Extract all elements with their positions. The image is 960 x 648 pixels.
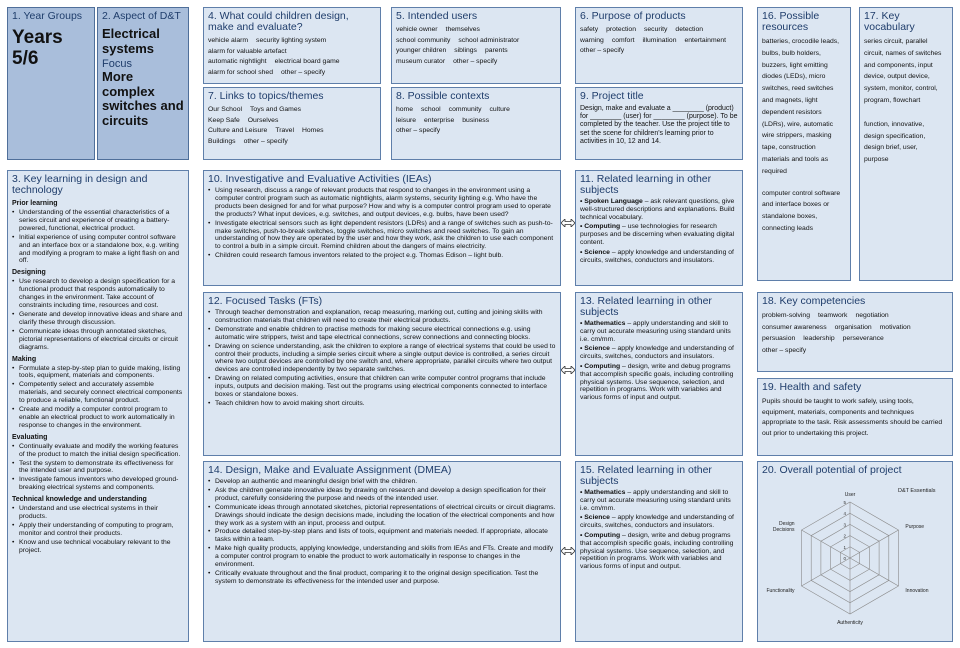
- bullet-item: • Initial experience of using computer control software and an interface box or a standalone box, e.g. writing and modifying a program to make a light flash on and off.: [12, 234, 184, 266]
- word-item: automatic nightlight: [208, 58, 267, 65]
- section-heading: Designing: [12, 269, 46, 277]
- word-item: vehicle alarm: [208, 37, 249, 44]
- word-item: younger children: [396, 47, 447, 54]
- word-item: themselves: [445, 26, 480, 33]
- text-line: purpose: [864, 156, 889, 164]
- word-row: [762, 345, 948, 357]
- related-item: [580, 223, 738, 246]
- text-line: required: [762, 167, 787, 175]
- bullet-item: • Drawing on science understanding, ask the children to explore a range of electrical systems that could be used to control their products, including a simple series circuit where a single output device is controlled, a series circuit where two output devices are controlled by one switch and, where appropriate, parallel circuits where two output devices are controlled independently by two separate switches.: [208, 343, 556, 375]
- bullet-item: • Create and modify a computer control program to enable an electrical product to work automatically in response to changes in the environment.: [12, 406, 184, 430]
- word-row: [208, 57, 376, 68]
- word-item: protection: [606, 26, 636, 33]
- aspect-title: 2. Aspect of D&T: [102, 10, 181, 22]
- radar-tick-label: 1: [843, 544, 846, 550]
- related-11-list: [576, 197, 742, 267]
- word-item: other – specify: [396, 127, 441, 134]
- word-item: teamwork: [817, 312, 848, 319]
- word-item: comfort: [611, 36, 635, 44]
- focus-value: More complex switches and circuits: [102, 69, 184, 128]
- topics-list: [204, 103, 380, 149]
- text-line: buzzers, light emitting: [762, 61, 828, 69]
- section-list: [8, 364, 188, 430]
- text-line: diodes (LEDs), micro: [762, 73, 826, 81]
- bullet-item: • Ask the children generate innovative ideas by drawing on research and develop a design specification for their product, carefully considering the purpose and needs of the intended user.: [208, 487, 556, 503]
- word-item: Our School: [208, 106, 243, 113]
- resources-list: [758, 34, 850, 178]
- design-make-list: [204, 34, 380, 80]
- bullet-item: • Using research, discuss a range of relevant products that respond to changes in the environment using a computer control program such as automatic nightlights, alarm systems, security lighting e.g. Who have the products been designed for and for what purpose? How and why is a computer control program used to operate the products? What input devices, e.g. switches, and output devices, e.g. bulbs, have been used?: [208, 187, 556, 219]
- word-item: community: [448, 106, 482, 113]
- word-item: security: [644, 26, 668, 33]
- word-item: detection: [675, 26, 704, 33]
- bullet-item: • Communicate ideas through annotated sketches, pictorial representations of electrical circuits or circuit diagrams. Drawings should indicate the design decisions made, including the location of the electrical components and how they work as a system with an input, process and output.: [208, 504, 556, 528]
- double-arrow-icon: [561, 547, 575, 555]
- word-item: school administrator: [458, 36, 520, 44]
- project-title-title: 9. Project title: [580, 90, 644, 102]
- subject-label: • Science: [580, 248, 610, 256]
- subject-text: – ask relevant questions, give well-structured descriptions and explanations. Build technical vocabulary.: [580, 198, 735, 221]
- subject-label: • Spoken Language: [580, 198, 643, 205]
- related-item: [580, 345, 738, 361]
- radar-tick-label: 4: [843, 511, 846, 517]
- word-item: other – specify: [243, 137, 288, 145]
- related-11-title: 11. Related learning in other subjects: [580, 173, 712, 196]
- word-item: Travel: [275, 127, 294, 134]
- focused-tasks-title: 12. Focused Tasks (FTs): [208, 295, 323, 307]
- word-item: business: [462, 116, 490, 124]
- word-row: [396, 126, 556, 137]
- subject-label: • Mathematics: [580, 320, 626, 327]
- word-item: Ourselves: [247, 116, 279, 124]
- bullet-item: • Produce detailed step-by-step plans and lists of tools, equipment and materials needed. If appropriate, allocate tasks within a team.: [208, 528, 556, 544]
- bullet-item: • Understand and use electrical systems in their products.: [12, 505, 184, 521]
- text-line: dependent resistors: [762, 108, 822, 116]
- bullet-item: • Critically evaluate throughout and the final product, comparing it to the original design specification. Test the system to demonstrate its effectiveness for the intended user and purpose.: [208, 570, 556, 586]
- panel-aspect: [97, 7, 189, 160]
- section-list: [8, 442, 188, 492]
- bullet-item: • Apply their understanding of computing to program, monitor and control their products.: [12, 522, 184, 538]
- text-line: design brief, user,: [864, 144, 918, 152]
- text-line: circuit, names of switches: [864, 49, 942, 57]
- word-row: [396, 116, 556, 127]
- panel-purpose: [575, 7, 743, 84]
- word-item: leisure: [396, 116, 417, 124]
- text-line: (LDRs), wire, automatic: [762, 120, 834, 128]
- word-row: [396, 25, 556, 36]
- section-heading: Making: [12, 355, 37, 363]
- word-item: school community: [396, 36, 451, 44]
- intended-users-title: 5. Intended users: [396, 10, 478, 22]
- subject-text: – use technologies for research purposes and be discerning when evaluating digital content.: [580, 223, 735, 246]
- word-row: [396, 36, 556, 47]
- word-item: electrical board game: [274, 58, 340, 65]
- panel-related-11: [575, 170, 743, 286]
- bullet-item: • Make high quality products, applying knowledge, understanding and skills from IEAs and FTs. Create and modify a computer control program to enable the product to work automatically in response to changes in the environment.: [208, 545, 556, 569]
- word-item: perseverance: [842, 335, 884, 342]
- word-item: siblings: [454, 47, 477, 54]
- topics-title: 7. Links to topics/themes: [208, 90, 324, 102]
- iea-title: 10. Investigative and Evaluative Activities (IEAs): [208, 173, 432, 185]
- panel-overall-potential: [757, 461, 953, 642]
- word-row: [208, 68, 376, 79]
- bullet-item: • Understanding of the essential characteristics of a series circuit and experience of creating a battery-powered, functional, electrical product.: [12, 209, 184, 233]
- word-item: culture: [489, 106, 510, 113]
- word-item: school: [421, 106, 441, 113]
- iea-list: [204, 186, 560, 260]
- related-13-list: [576, 319, 742, 405]
- panel-key-learning: [7, 170, 189, 642]
- radar-axis-label: Design Decisions: [772, 521, 795, 533]
- radar-tick-label: 0: [843, 556, 846, 561]
- double-arrow-icon: [561, 219, 575, 227]
- section-list: [8, 504, 188, 554]
- text-line: wire strippers, masking: [762, 132, 832, 140]
- word-item: security lighting system: [256, 37, 327, 44]
- text-line: device, output device,: [864, 73, 930, 81]
- word-item: motivation: [879, 323, 911, 331]
- word-item: illumination: [642, 36, 677, 44]
- panel-dmea: [203, 461, 561, 642]
- word-row: [396, 105, 556, 116]
- word-item: other – specify: [280, 68, 326, 76]
- word-item: organisation: [834, 323, 872, 331]
- double-arrow-icon: [561, 366, 575, 374]
- design-make-title: 4. What could children design, make and evaluate?: [208, 10, 349, 33]
- aspect-value: Electrical systems: [102, 26, 160, 56]
- bullet-item: • Demonstrate and enable children to practise methods for making secure electrical connections e.g. using automatic wire strippers, twist and tape electrical connections, screw connections and connecting blocks.: [208, 326, 556, 342]
- radar-chart: [758, 480, 952, 640]
- related-15-list: [576, 488, 742, 574]
- word-item: vehicle owner: [396, 26, 438, 33]
- purpose-title: 6. Purpose of products: [580, 10, 686, 22]
- subject-text: – design, write and debug programs that accomplish specific goals, including controlling physical systems. Use sequence, selection, and repetition in programs. Work with variables and various forms of input and output.: [580, 531, 734, 571]
- word-row: [762, 310, 948, 322]
- subject-label: • Science: [580, 345, 610, 353]
- word-item: safety: [580, 26, 599, 33]
- word-item: parents: [484, 47, 508, 54]
- text-line: switches, reed switches: [762, 85, 834, 93]
- panel-resources: [757, 7, 851, 281]
- key-learning-title: 3. Key learning in design and technology: [12, 173, 148, 196]
- year-groups-value: Years 5/6: [12, 27, 63, 69]
- subject-label: • Science: [580, 514, 610, 522]
- panel-design-make-evaluate: [203, 7, 381, 84]
- subject-label: • Computing: [580, 362, 621, 370]
- word-row: [208, 36, 376, 47]
- bullet-item: • Investigate famous inventors who developed ground-breaking electrical systems and components.: [12, 476, 184, 492]
- text-line: connecting leads: [762, 224, 814, 232]
- panel-year-groups: [7, 7, 95, 160]
- subject-text: – apply knowledge and understanding of circuits, switches, conductors and insulators.: [580, 345, 734, 361]
- bullet-item: • Test the system to demonstrate its effectiveness for the intended user and purpose.: [12, 460, 184, 476]
- competencies-title: 18. Key competencies: [762, 295, 866, 307]
- panel-focused-tasks: [203, 292, 561, 456]
- bullet-item: • Know and use technical vocabulary relevant to the project.: [12, 539, 184, 555]
- word-item: consumer awareness: [762, 323, 827, 331]
- word-item: museum curator: [396, 57, 446, 65]
- text-line: function, innovative,: [864, 120, 925, 128]
- word-row: [396, 57, 556, 68]
- word-item: entertainment: [684, 36, 727, 44]
- bullet-item: • Through teacher demonstration and explanation, recap measuring, marking out, cutting and joining skills with construction materials that children will need to create their electrical products.: [208, 309, 556, 325]
- panel-project-title: [575, 87, 743, 160]
- word-item: home: [396, 106, 414, 113]
- word-row: [208, 116, 376, 127]
- word-item: persuasion: [762, 335, 796, 342]
- panel-iea: [203, 170, 561, 286]
- radar-tick-label: 2: [843, 533, 846, 539]
- bullet-item: • Competently select and accurately assemble materials, and securely connect electrical components to produce a reliable, functional product.: [12, 381, 184, 405]
- related-item: [580, 320, 738, 343]
- related-item: [580, 514, 738, 530]
- text-line: system, monitor, control,: [864, 85, 938, 93]
- panel-topics: [203, 87, 381, 160]
- subject-text: – apply understanding and skill to carry out accurate measuring using standard units i.e. cm/mm.: [580, 320, 731, 343]
- panel-contexts: [391, 87, 561, 160]
- text-line: batteries, crocodile leads,: [762, 38, 840, 45]
- bullet-item: • Children could research famous inventors related to the project e.g. Thomas Edison – light bulb.: [208, 252, 556, 260]
- section-list: [8, 277, 188, 351]
- subject-label: • Computing: [580, 223, 621, 231]
- radar-legend: D&T Essentials: [898, 488, 936, 494]
- word-row: [762, 322, 948, 334]
- subject-label: • Computing: [580, 531, 621, 539]
- word-item: problem-solving: [762, 312, 810, 319]
- text-line: materials and tools as: [762, 155, 829, 163]
- word-row: [208, 126, 376, 137]
- related-13-title: 13. Related learning in other subjects: [580, 295, 712, 318]
- word-item: warning: [580, 36, 604, 44]
- bullet-item: • Investigate electrical sensors such as light dependent resistors (LDRs) and a range of switches such as push-to-make switches, push-to-break switches, toggle switches, micro switches and reed switches. To gain an understanding of how they are operated by the user and how they work, ask the children to use each component to control a bulb in a simple circuit. Remind children about the dangers of mains electricity.: [208, 220, 556, 252]
- word-item: other – specify: [580, 47, 625, 54]
- year-groups-title: 1. Year Groups: [12, 10, 83, 22]
- health-safety-text: Pupils should be taught to work safely, using tools, equipment, materials, components and techniques appropriate to the task. Risk assessments should be carried out prior to undertaking this project.: [762, 398, 943, 437]
- radar-axis: [802, 558, 850, 586]
- bullet-item: • Develop an authentic and meaningful design brief with the children.: [208, 478, 556, 486]
- section-heading: Evaluating: [12, 433, 48, 441]
- word-row: [208, 105, 376, 116]
- bullet-item: • Drawing on related computing activities, ensure that children can write computer control programs that include inputs, outputs and decision making. Test out the programs using electrical components connected to interface boxes or standalone boxes.: [208, 375, 556, 399]
- resources-list-2: [758, 178, 850, 235]
- vocabulary-list-2: [860, 107, 952, 166]
- word-item: other – specify: [762, 346, 807, 354]
- radar-axis-label: Purpose: [905, 524, 925, 530]
- word-row: [580, 25, 738, 36]
- word-item: Buildings: [208, 137, 236, 145]
- subject-label: • Mathematics: [580, 489, 626, 496]
- section-heading: Technical knowledge and understanding: [12, 496, 147, 504]
- word-row: [762, 333, 948, 345]
- focused-tasks-list: [204, 308, 560, 408]
- word-item: Toys and Games: [250, 106, 302, 113]
- text-line: computer control software: [762, 189, 841, 197]
- related-item: [580, 198, 738, 221]
- bullet-item: • Use research to develop a design specification for a functional product that responds automatically to changes in the environment. Take account of constraints including time, resources and cost.: [12, 278, 184, 310]
- text-line: program, flowchart: [864, 96, 921, 104]
- panel-intended-users: [391, 7, 561, 84]
- panel-related-15: [575, 461, 743, 642]
- subject-text: – apply knowledge and understanding of circuits, switches, conductors and insulators.: [580, 248, 734, 264]
- radar-tick-label: 5: [843, 500, 846, 505]
- bullet-item: • Generate and develop innovative ideas and share and clarify these through discussion.: [12, 311, 184, 327]
- section-list: [8, 208, 188, 265]
- word-row: [396, 46, 556, 57]
- related-item: [580, 489, 738, 512]
- panel-related-13: [575, 292, 743, 456]
- word-item: Keep Safe: [208, 116, 240, 124]
- word-row: [208, 137, 376, 148]
- word-item: leadership: [803, 335, 835, 342]
- contexts-title: 8. Possible contexts: [396, 90, 490, 102]
- resources-title: 16. Possible resources: [762, 10, 820, 33]
- bullet-item: • Formulate a step-by-step plan to guide making, listing tools, equipment, materials and components.: [12, 365, 184, 381]
- competencies-list: [758, 308, 952, 358]
- word-item: alarm for valuable artefact: [208, 47, 287, 55]
- radar-axis: [850, 530, 898, 558]
- panel-vocabulary: [859, 7, 953, 281]
- word-row: [580, 36, 738, 47]
- word-row: [580, 46, 738, 57]
- word-row: [208, 47, 376, 58]
- text-line: design specification,: [864, 132, 926, 140]
- word-item: negotiation: [855, 312, 889, 319]
- intended-users-list: [392, 23, 560, 69]
- bullet-item: • Communicate ideas through annotated sketches, pictorial representations of electrical circuits or circuit diagrams.: [12, 328, 184, 352]
- bullet-item: • Continually evaluate and modify the working features of the product to match the initial design specification.: [12, 443, 184, 459]
- word-item: Homes: [301, 127, 324, 134]
- radar-axis-label: Functionality: [766, 588, 795, 594]
- related-item: [580, 532, 738, 571]
- dmea-list: [204, 477, 560, 586]
- panel-competencies: [757, 292, 953, 372]
- subject-text: – apply understanding and skill to carry out accurate measuring using standard units i.e. cm/mm.: [580, 489, 731, 512]
- subject-text: – design, write and debug programs that accomplish specific goals, including controlling physical systems. Use sequence, selection, and repetition in programs. Work with variables and various forms of input and output.: [580, 362, 734, 402]
- bullet-item: • Teach children how to avoid making short circuits.: [208, 400, 556, 408]
- panel-health-safety: [757, 378, 953, 456]
- text-line: series circuit, parallel: [864, 38, 928, 45]
- subject-text: – apply knowledge and understanding of circuits, switches, conductors and insulators.: [580, 514, 734, 530]
- word-item: Culture and Leisure: [208, 127, 268, 134]
- text-line: and interface boxes or: [762, 201, 830, 209]
- vocabulary-list: [860, 34, 952, 107]
- text-line: tape, construction: [762, 144, 816, 152]
- word-item: alarm for school shed: [208, 68, 273, 76]
- related-item: [580, 249, 738, 265]
- word-item: other – specify: [453, 57, 498, 65]
- text-line: standalone boxes,: [762, 213, 818, 221]
- related-item: [580, 363, 738, 402]
- overall-potential-title: 20. Overall potential of project: [762, 464, 902, 476]
- radar-axis-label: Innovation: [905, 588, 929, 594]
- section-heading: Prior learning: [12, 200, 58, 207]
- radar-axis-label: User: [844, 492, 856, 498]
- radar-axis: [850, 558, 898, 586]
- text-line: and magnets, light: [762, 96, 818, 104]
- radar-axis-label: Authenticity: [837, 620, 863, 626]
- radar-tick-label: 3: [843, 522, 846, 528]
- text-line: and components, input: [864, 61, 933, 69]
- dmea-title: 14. Design, Make and Evaluate Assignment (DMEA): [208, 464, 452, 476]
- key-learning-sections: [8, 197, 188, 555]
- vocabulary-title: 17. Key vocabulary: [864, 10, 915, 33]
- focus-label: Focus: [102, 58, 132, 70]
- related-15-title: 15. Related learning in other subjects: [580, 464, 712, 487]
- word-item: enterprise: [424, 116, 455, 124]
- health-safety-title: 19. Health and safety: [762, 381, 862, 393]
- purpose-list: [576, 23, 742, 59]
- text-line: bulbs, bulb holders,: [762, 49, 821, 57]
- contexts-list: [392, 103, 560, 139]
- project-title-text: Design, make and evaluate a ________ (product) for ________ (user) for ________ (purpose). To be completed by the teacher. Use the project title to set the scene for children's learning prior to activities in 10, 12 and 14.: [580, 105, 738, 145]
